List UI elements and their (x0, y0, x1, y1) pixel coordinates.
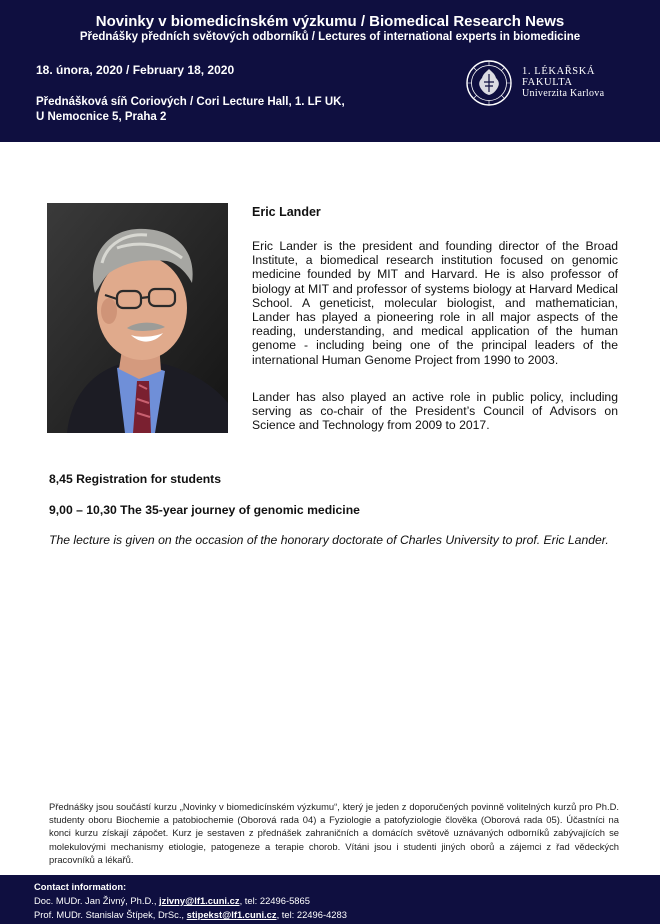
course-info: Přednášky jsou součástí kurzu „Novinky v biomedicínském výzkumu“, který je jeden z doporučených povinně volitelných kurzů pro Ph.D. studenty oboru Biochemie a patobiochemie (Oborová rada 04) a Fyziologie a patofyziologie člověka (Oborová rada 05). Účastníci na konci kurzu získají zápočet. Kurz je sestaven z přednášek zahraničních a domácích světově uznávaných odborníků zabývajících se molekulovými mechanismy etiologie, patogeneze a terapie chorob. Vítáni jsou i studenti jiných oborů a zájemci z řad vědeckých pracovníků a lékařů. (49, 801, 619, 865)
speaker-bio-paragraph-2: Lander has also played an active role in public policy, including serving as co-chair of the President’s Council of Advisors on Science and Technology from 2009 to 2017. (252, 390, 618, 433)
contact-email-link-1[interactable]: jzivny@lf1.cuni.cz (159, 895, 240, 906)
series-subtitle: Přednášky předních světových odborníků / Lectures of international experts in biomedicine (79, 31, 581, 43)
contact-heading: Contact information: (34, 881, 127, 892)
speaker-portrait-image (47, 203, 228, 433)
program-registration: 8,45 Registration for students (49, 472, 222, 486)
contact-bar (0, 875, 660, 924)
speaker-name: Eric Lander (252, 205, 321, 219)
series-title: Novinky v biomedicínském výzkumu / Biomedical Research News (95, 13, 565, 30)
university-seal-icon (466, 60, 512, 106)
faculty-logo (466, 60, 616, 108)
venue-line-1: Přednášková síň Coriových / Cori Lecture Hall, 1. LF UK, (36, 96, 345, 108)
logo-wordmark: 1. LÉKAŘSKÁ FAKULTA Univerzita Karlova (522, 66, 605, 99)
speaker-bio-paragraph-1: Eric Lander is the president and founding director of the Broad Institute, a biomedical research institution focused on genomic medicine founded by MIT and Harvard. He is also professor of biology at MIT and professor of systems biology at Harvard Medical School. A geneticist, molecular biologist, and mathematician, Lander has played a pioneering role in all major aspects of the reading, understanding, and medical application of the human genome - including being one of the principal leaders of the international Human Genome Project from 1990 to 2003. (252, 239, 618, 367)
occasion-note: The lecture is given on the occasion of the honorary doctorate of Charles University to prof. Eric Lander. (49, 533, 609, 547)
contact-person-1: Doc. MUDr. Jan Živný, Ph.D., jzivny@lf1.cuni.cz, tel: 22496-5865 (34, 895, 310, 906)
header-banner (0, 0, 660, 142)
venue-line-2: U Nemocnice 5, Praha 2 (36, 111, 167, 123)
event-date: 18. února, 2020 / February 18, 2020 (36, 63, 235, 77)
program-lecture: 9,00 – 10,30 The 35-year journey of genomic medicine (49, 503, 360, 517)
contact-person-2: Prof. MUDr. Stanislav Štípek, DrSc., stipekst@lf1.cuni.cz, tel: 22496-4283 (34, 909, 347, 920)
contact-email-link-2[interactable]: stipekst@lf1.cuni.cz (186, 909, 277, 920)
event-venue (36, 95, 345, 125)
speaker-photo (47, 203, 228, 433)
